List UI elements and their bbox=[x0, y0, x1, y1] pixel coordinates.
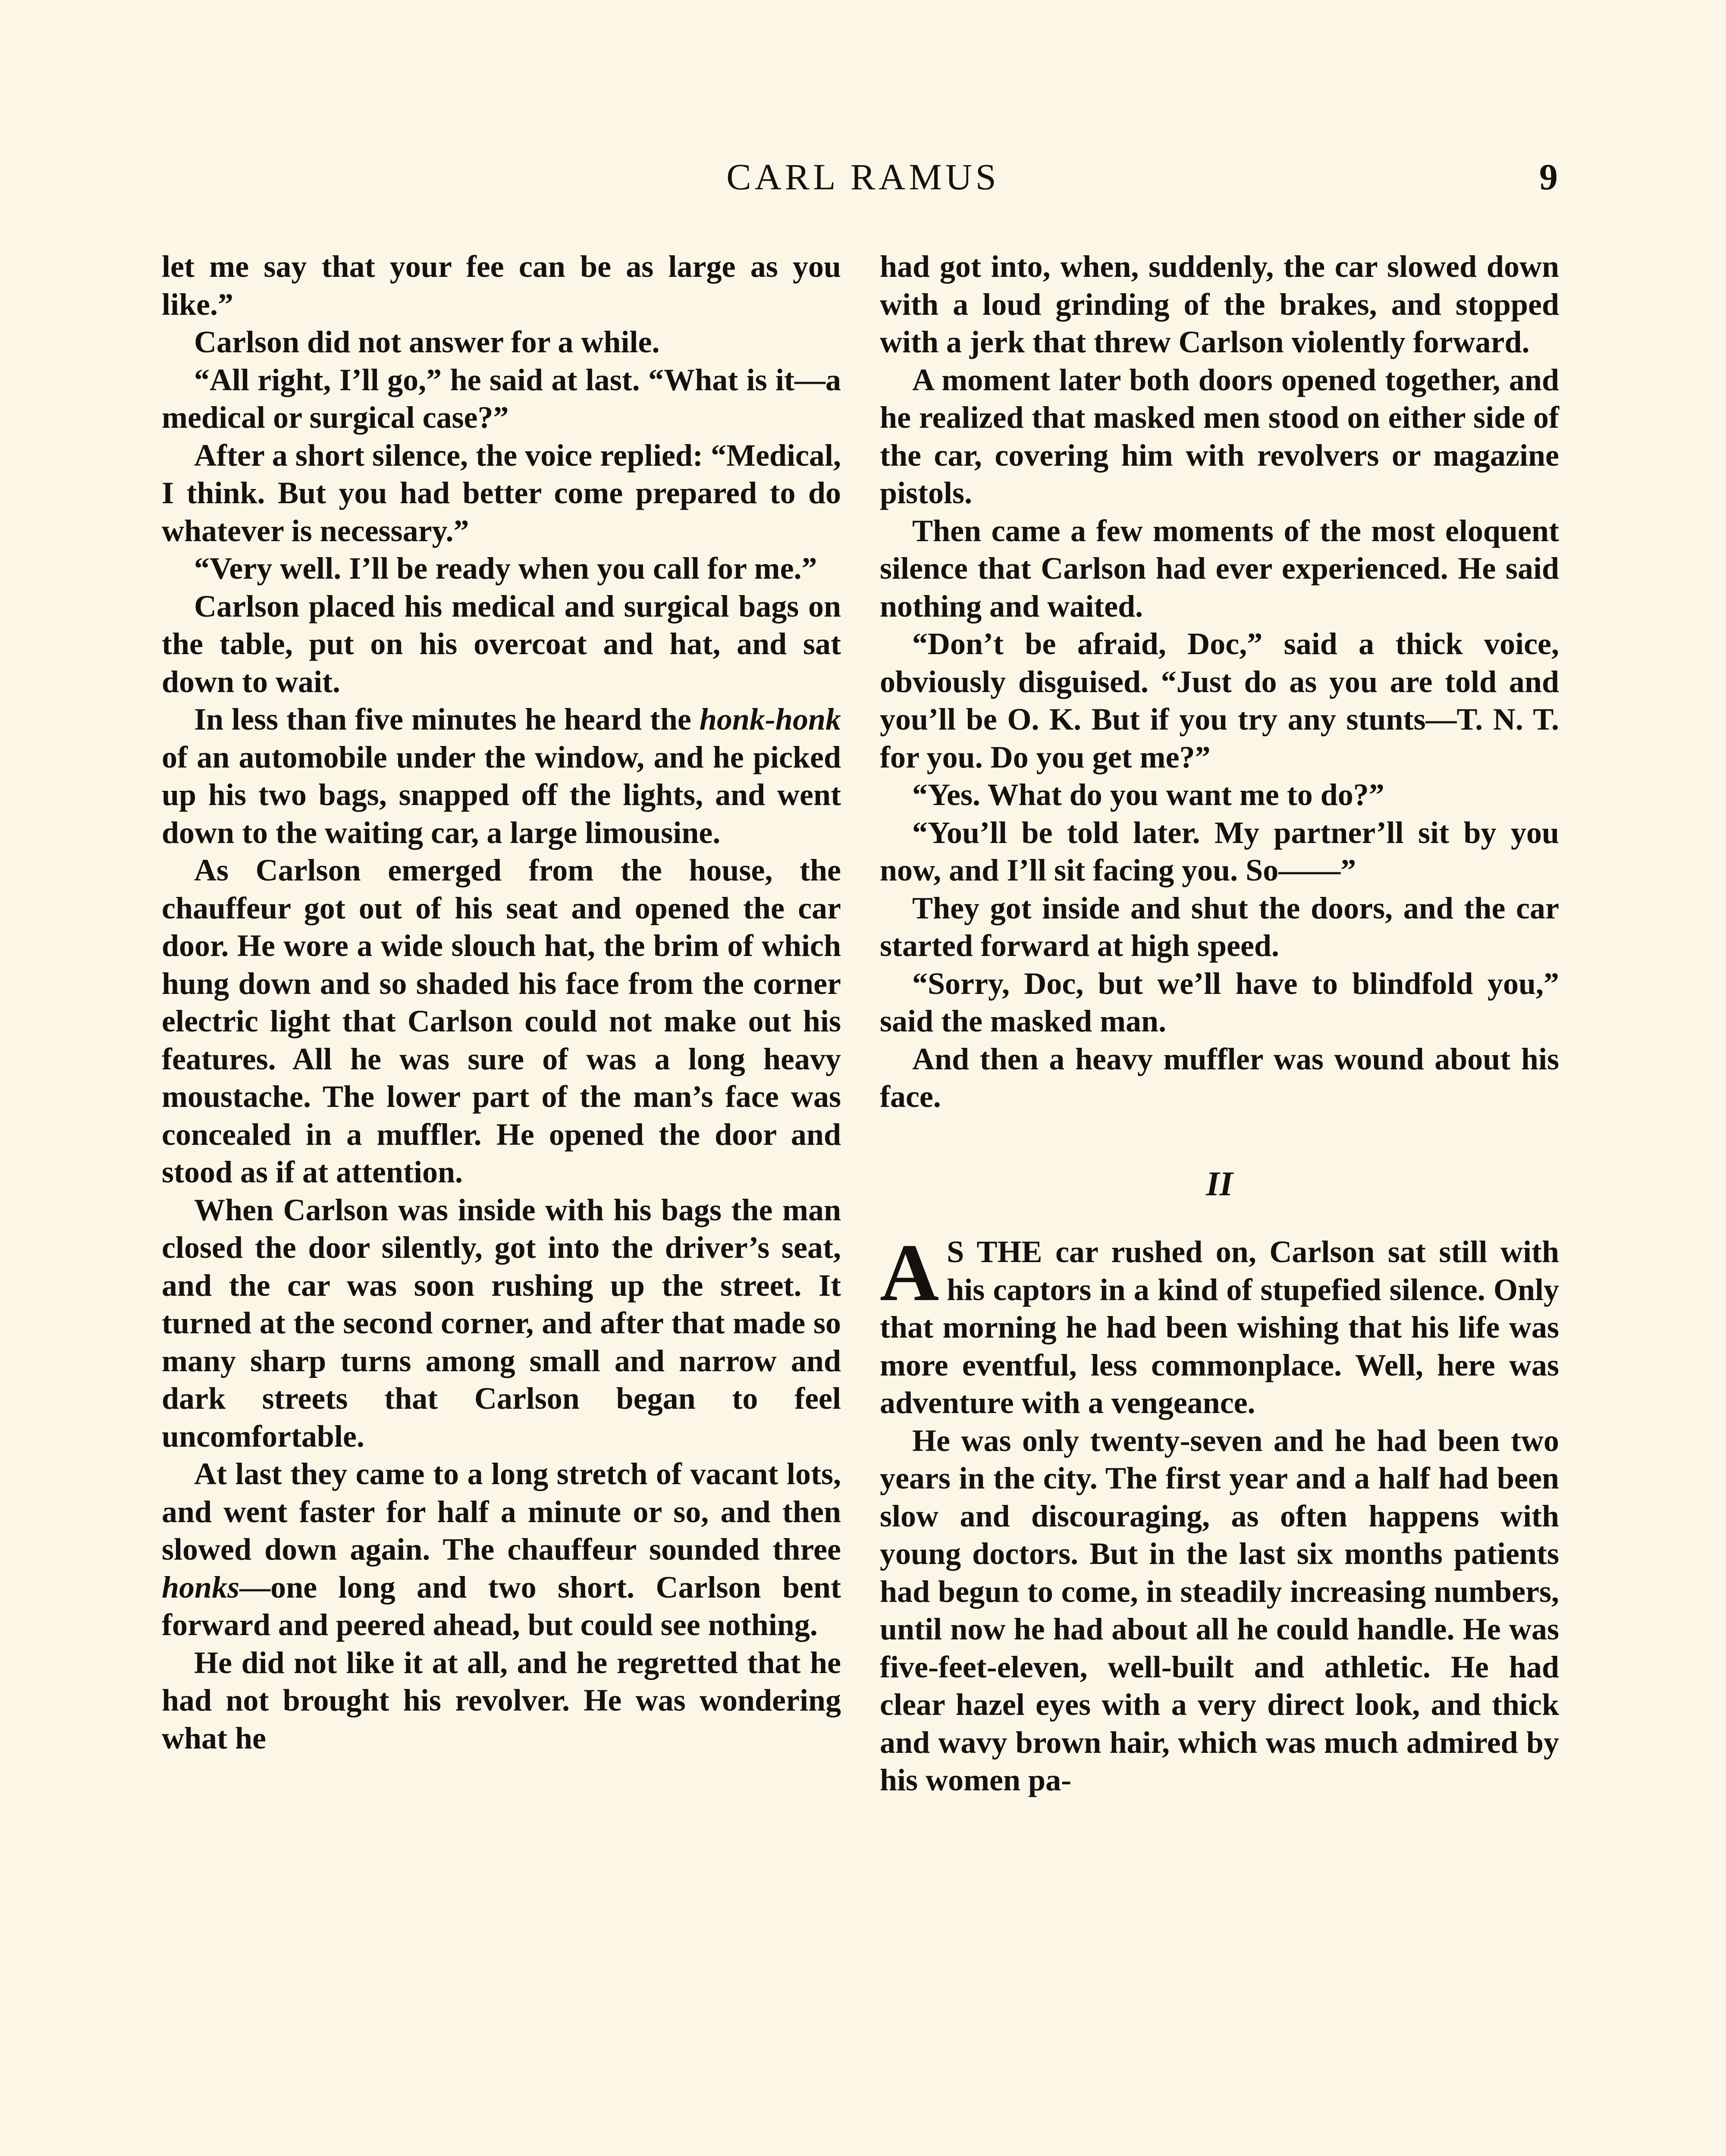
paragraph: “Don’t be afraid, Doc,” said a thick voice, obviously disguised. “Just do as you are told and you’ll be O. K. But if you try any stunts—T. N. T. for you. Do you get me?” bbox=[880, 627, 1559, 774]
paragraph: Carlson did not answer for a while. bbox=[194, 325, 660, 359]
text-run: S THE car rushed on, Carlson sat still with his captors in a kind of stupefied silence. Only that morning he had been wishing that his life was more eventful, less commonplace. Well, here was adventure with a vengeance. bbox=[880, 1235, 1559, 1420]
text-run: —one long and two short. Carlson bent forward and peered ahead, but could see nothing. bbox=[162, 1570, 841, 1642]
paragraph: After a short silence, the voice replied: “Medical, I think. But you had better come prepared to do whatever is necessary.” bbox=[162, 438, 841, 548]
text-run: of an automobile under the window, and he picked up his two bags, snapped off the lights, and went down to the waiting car, a large limousine. bbox=[162, 740, 841, 850]
paragraph: They got inside and shut the doors, and the car started forward at high speed. bbox=[880, 890, 1559, 963]
paragraph bbox=[162, 701, 841, 852]
paragraph: let me say that your fee can be as large as you like.” bbox=[162, 249, 841, 322]
paragraph: “Sorry, Doc, but we’ll have to blindfold you,” said the masked man. bbox=[880, 966, 1559, 1038]
text-run: In less than five minutes he heard the bbox=[194, 702, 700, 736]
italic-word: honk-honk bbox=[699, 702, 841, 736]
italic-word: honks bbox=[162, 1570, 240, 1604]
paragraph: “Very well. I’ll be ready when you call for me.” bbox=[194, 551, 817, 586]
running-head: CARL RAMUS bbox=[726, 156, 1000, 197]
paragraph: Then came a few moments of the most eloquent silence that Carlson had ever experienced. He said nothing and waited. bbox=[880, 513, 1559, 624]
paragraph: He did not like it at all, and he regretted that he had not brought his revolver. He was wondering what he bbox=[162, 1645, 841, 1755]
paragraph: had got into, when, suddenly, the car slowed down with a loud grinding of the brakes, and stopped with a jerk that threw Carlson violently forward. bbox=[880, 249, 1559, 359]
left-column bbox=[162, 248, 841, 1757]
paragraph: “All right, I’ll go,” he said at last. “What is it—a medical or surgical case?” bbox=[162, 362, 841, 435]
paragraph: “You’ll be told later. My partner’ll sit by you now, and I’ll sit facing you. So——” bbox=[880, 815, 1559, 887]
text-run: At last they came to a long stretch of vacant lots, and went faster for half a minute or so, and then slowed down again. The chauffeur sounded three bbox=[162, 1457, 841, 1567]
paragraph: And then a heavy muffler was wound about his face. bbox=[880, 1041, 1559, 1114]
paragraph: A moment later both doors opened together, and he realized that masked men stood on either side of the car, covering him with revolvers or magazine pistols. bbox=[880, 362, 1559, 510]
paragraph bbox=[162, 1455, 841, 1644]
paragraph: He was only twenty-seven and he had been two years in the city. The first year and a half had been slow and discouraging, as often happens with young doctors. But in the last six months patients had begun to come, in steadily increasing numbers, until now he had about all he could handle. He was five-feet-eleven, well-built and athletic. He had clear hazel eyes with a very direct look, and thick and wavy brown hair, which was much admired by his women pa- bbox=[880, 1423, 1559, 1797]
paragraph: As Carlson emerged from the house, the chauffeur got out of his seat and opened the car door. He wore a wide slouch hat, the brim of which hung down and so shaded his face from the corner electric light that Carlson could not make out his features. All he was sure of was a long heavy moustache. The lower part of the man’s face was concealed in a muffler. He opened the door and stood as if at attention. bbox=[162, 853, 841, 1189]
section-number: II bbox=[1206, 1165, 1233, 1203]
drop-cap: A bbox=[880, 1228, 939, 1318]
right-column bbox=[880, 248, 1559, 1799]
paragraph: “Yes. What do you want me to do?” bbox=[912, 777, 1384, 812]
page-number: 9 bbox=[1539, 156, 1558, 197]
paragraph: Carlson placed his medical and surgical bags on the table, put on his overcoat and hat, and sat down to wait. bbox=[162, 589, 841, 699]
paragraph bbox=[880, 1228, 1559, 1422]
page-header bbox=[0, 155, 1726, 207]
paragraph: When Carlson was inside with his bags the man closed the door silently, got into the driver’s seat, and the car was soon rushing up the street. It turned at the second corner, and after that made so many sharp turns among small and narrow and dark streets that Carlson began to feel uncomfortable. bbox=[162, 1192, 841, 1454]
